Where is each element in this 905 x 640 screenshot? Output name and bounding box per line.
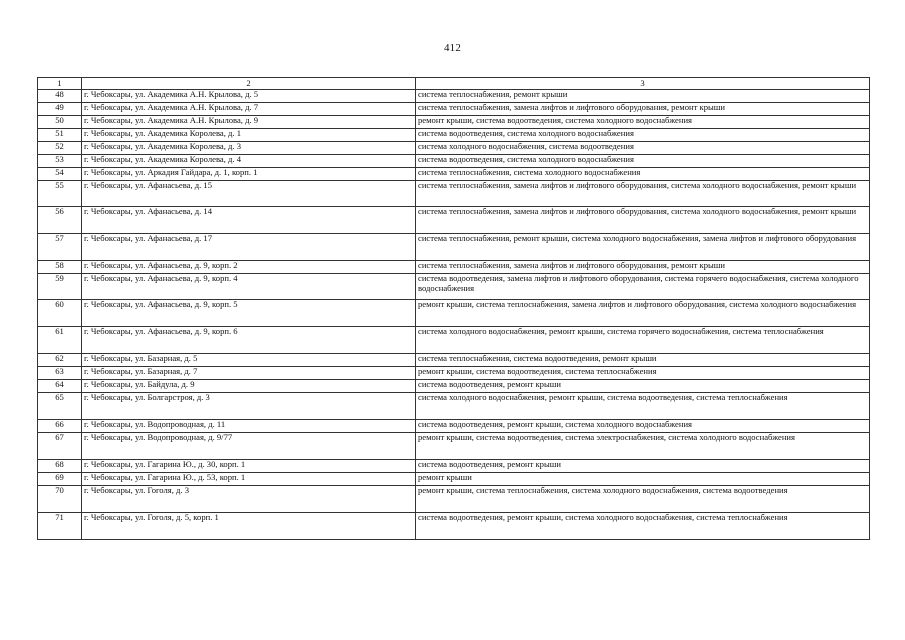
row-address: г. Чебоксары, ул. Гагарина Ю., д. 53, корп. 1 <box>82 473 416 486</box>
table-row <box>38 354 870 367</box>
row-address: г. Чебоксары, ул. Байдула, д. 9 <box>82 380 416 393</box>
housing-repair-table <box>37 77 870 540</box>
row-address: г. Чебоксары, ул. Академика Королева, д. 3 <box>82 142 416 155</box>
row-number: 51 <box>38 129 82 142</box>
row-works: система холодного водоснабжения, система водоотведения <box>416 142 870 155</box>
row-address: г. Чебоксары, ул. Академика А.Н. Крылова, д. 5 <box>82 90 416 103</box>
table-row <box>38 274 870 300</box>
row-works: ремонт крыши, система теплоснабжения, замена лифтов и лифтового оборудования, система холодного водоснабжения <box>416 300 870 327</box>
table-row <box>38 181 870 207</box>
row-works: система холодного водоснабжения, ремонт крыши, система горячего водоснабжения, система теплоснабжения <box>416 327 870 354</box>
row-works: система водоотведения, ремонт крыши <box>416 380 870 393</box>
table-row <box>38 420 870 433</box>
table-row <box>38 473 870 486</box>
row-address: г. Чебоксары, ул. Базарная, д. 7 <box>82 367 416 380</box>
row-number: 58 <box>38 261 82 274</box>
table-row <box>38 367 870 380</box>
row-address: г. Чебоксары, ул. Аркадия Гайдара, д. 1, корп. 1 <box>82 168 416 181</box>
row-number: 65 <box>38 393 82 420</box>
row-number: 66 <box>38 420 82 433</box>
table-row <box>38 327 870 354</box>
row-number: 67 <box>38 433 82 460</box>
row-number: 69 <box>38 473 82 486</box>
table-row <box>38 90 870 103</box>
row-address: г. Чебоксары, ул. Водопроводная, д. 9/77 <box>82 433 416 460</box>
table-header-row <box>38 78 870 90</box>
row-address: г. Чебоксары, ул. Академика Королева, д. 1 <box>82 129 416 142</box>
row-address: г. Чебоксары, ул. Афанасьева, д. 9, корп. 4 <box>82 274 416 300</box>
row-address: г. Чебоксары, ул. Афанасьева, д. 9, корп. 5 <box>82 300 416 327</box>
row-number: 70 <box>38 486 82 513</box>
row-address: г. Чебоксары, ул. Академика Королева, д. 4 <box>82 155 416 168</box>
row-works: система водоотведения, система холодного водоснабжения <box>416 129 870 142</box>
row-address: г. Чебоксары, ул. Афанасьева, д. 9, корп. 6 <box>82 327 416 354</box>
table-row <box>38 261 870 274</box>
row-number: 56 <box>38 207 82 234</box>
table-row <box>38 207 870 234</box>
table-row <box>38 513 870 540</box>
table-row <box>38 433 870 460</box>
table-row <box>38 486 870 513</box>
row-works: система водоотведения, ремонт крыши, система холодного водоснабжения, система теплоснабжения <box>416 513 870 540</box>
row-number: 50 <box>38 116 82 129</box>
table-row <box>38 380 870 393</box>
row-number: 55 <box>38 181 82 207</box>
row-number: 49 <box>38 103 82 116</box>
row-address: г. Чебоксары, ул. Афанасьева, д. 14 <box>82 207 416 234</box>
row-works: система водоотведения, ремонт крыши, система холодного водоснабжения <box>416 420 870 433</box>
table-row <box>38 168 870 181</box>
row-works: система теплоснабжения, замена лифтов и лифтового оборудования, ремонт крыши <box>416 261 870 274</box>
row-number: 68 <box>38 460 82 473</box>
row-works: система холодного водоснабжения, ремонт крыши, система водоотведения, система теплоснабжения <box>416 393 870 420</box>
row-address: г. Чебоксары, ул. Афанасьева, д. 17 <box>82 234 416 261</box>
row-address: г. Чебоксары, ул. Академика А.Н. Крылова, д. 9 <box>82 116 416 129</box>
table-row <box>38 460 870 473</box>
row-number: 53 <box>38 155 82 168</box>
table-row <box>38 129 870 142</box>
row-address: г. Чебоксары, ул. Гоголя, д. 3 <box>82 486 416 513</box>
row-number: 48 <box>38 90 82 103</box>
column-header-address: 2 <box>82 78 416 90</box>
row-works: система теплоснабжения, замена лифтов и лифтового оборудования, система холодного водоснабжения, ремонт крыши <box>416 207 870 234</box>
row-works: система водоотведения, замена лифтов и лифтового оборудования, система горячего водоснабжения, система холодного водоснабжения <box>416 274 870 300</box>
row-number: 71 <box>38 513 82 540</box>
table-row <box>38 116 870 129</box>
column-header-works: 3 <box>416 78 870 90</box>
row-works: ремонт крыши, система водоотведения, система электроснабжения, система холодного водоснабжения <box>416 433 870 460</box>
row-works: система теплоснабжения, система холодного водоснабжения <box>416 168 870 181</box>
row-works: система водоотведения, ремонт крыши <box>416 460 870 473</box>
row-address: г. Чебоксары, ул. Афанасьева, д. 15 <box>82 181 416 207</box>
table-row <box>38 142 870 155</box>
row-number: 61 <box>38 327 82 354</box>
row-works: ремонт крыши, система теплоснабжения, система холодного водоснабжения, система водоотведения <box>416 486 870 513</box>
row-address: г. Чебоксары, ул. Афанасьева, д. 9, корп. 2 <box>82 261 416 274</box>
row-number: 62 <box>38 354 82 367</box>
row-works: система теплоснабжения, система водоотведения, ремонт крыши <box>416 354 870 367</box>
column-header-number: 1 <box>38 78 82 90</box>
row-address: г. Чебоксары, ул. Гоголя, д. 5, корп. 1 <box>82 513 416 540</box>
row-works: система теплоснабжения, замена лифтов и лифтового оборудования, система холодного водоснабжения, ремонт крыши <box>416 181 870 207</box>
table-row <box>38 103 870 116</box>
row-works: ремонт крыши, система водоотведения, система теплоснабжения <box>416 367 870 380</box>
row-address: г. Чебоксары, ул. Болгарстроя, д. 3 <box>82 393 416 420</box>
page-number: 412 <box>443 42 462 54</box>
table-row <box>38 155 870 168</box>
table-row <box>38 393 870 420</box>
row-number: 60 <box>38 300 82 327</box>
table-row <box>38 234 870 261</box>
row-number: 64 <box>38 380 82 393</box>
row-number: 59 <box>38 274 82 300</box>
row-number: 54 <box>38 168 82 181</box>
row-address: г. Чебоксары, ул. Академика А.Н. Крылова, д. 7 <box>82 103 416 116</box>
row-works: ремонт крыши <box>416 473 870 486</box>
row-address: г. Чебоксары, ул. Базарная, д. 5 <box>82 354 416 367</box>
row-number: 57 <box>38 234 82 261</box>
row-works: ремонт крыши, система водоотведения, система холодного водоснабжения <box>416 116 870 129</box>
row-works: система водоотведения, система холодного водоснабжения <box>416 155 870 168</box>
row-number: 63 <box>38 367 82 380</box>
row-works: система теплоснабжения, ремонт крыши <box>416 90 870 103</box>
row-address: г. Чебоксары, ул. Гагарина Ю., д. 30, корп. 1 <box>82 460 416 473</box>
row-works: система теплоснабжения, ремонт крыши, система холодного водоснабжения, замена лифтов и лифтового оборудования <box>416 234 870 261</box>
row-address: г. Чебоксары, ул. Водопроводная, д. 11 <box>82 420 416 433</box>
row-number: 52 <box>38 142 82 155</box>
row-works: система теплоснабжения, замена лифтов и лифтового оборудования, ремонт крыши <box>416 103 870 116</box>
table-row <box>38 300 870 327</box>
